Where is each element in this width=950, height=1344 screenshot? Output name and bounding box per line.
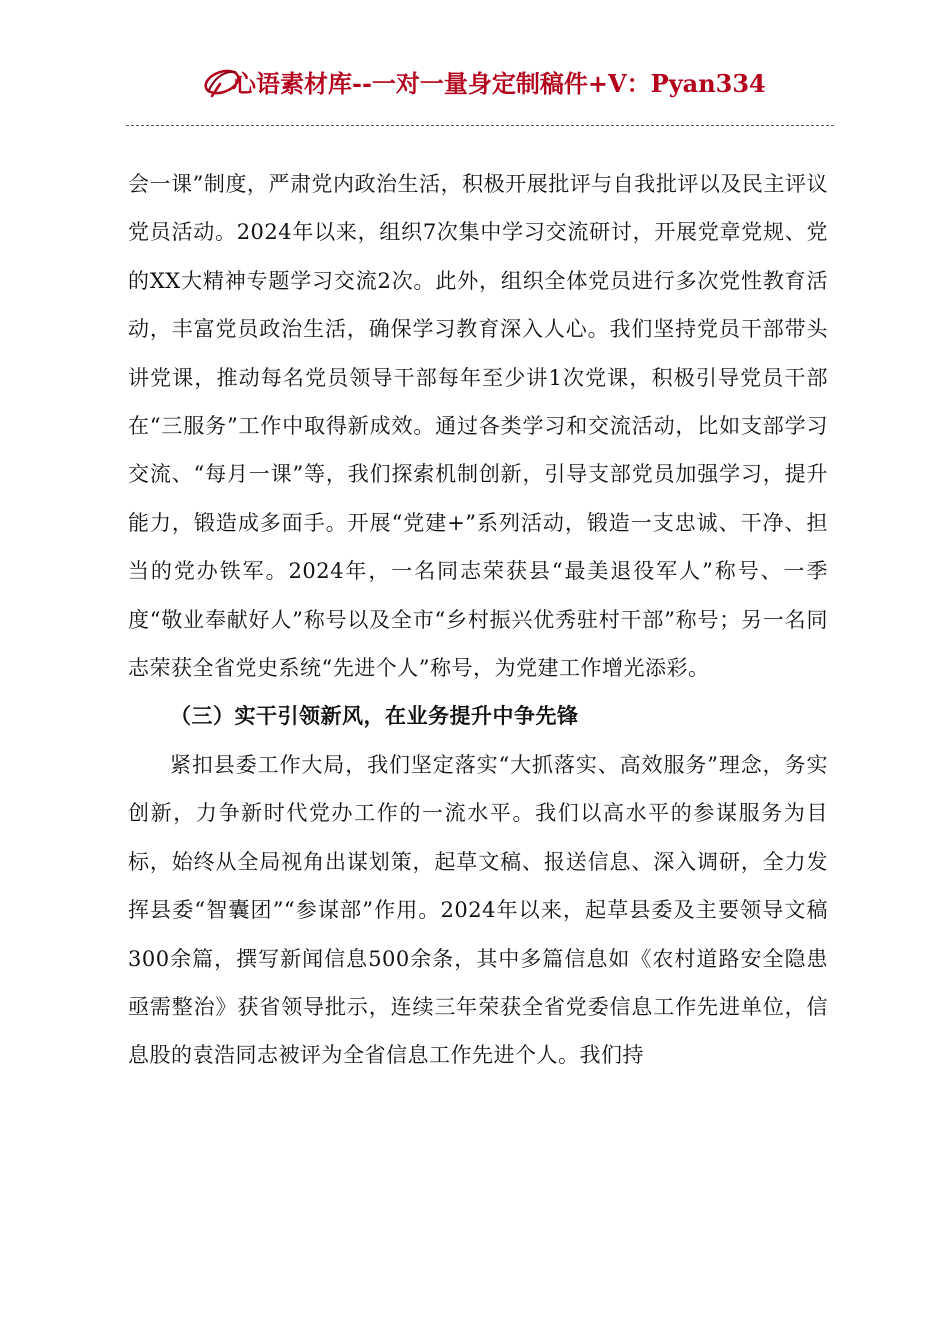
body-paragraph: 会一课”制度，严肃党内政治生活，积极开展批评与自我批评以及民主评议党员活动。2024年以来，组织7次集中学习交流研讨，开展党章党规、党的XX大精神专题学习交流2次。此外，组织全体党员进行多次党性教育活动，丰富党员政治生活，确保学习教育深入人心。我们坚持党员干部带头讲党课，推动每名党员领导干部每年至少讲1次党课，积极引导党员干部在“三服务”工作中取得新成效。通过各类学习和交流活动，比如支部学习交流、“每月一课”等，我们探索机制创新，引导支部党员加强学习，提升能力，锻造成多面手。开展“党建+”系列活动，锻造一支忠诚、干净、担当的党办铁军。2024年，一名同志荣获县“最美退役军人”称号、一季度“敬业奉献好人”称号以及全市“乡村振兴优秀驻村干部”称号；另一名同志荣获全省党史系统“先进个人”称号，为党建工作增光添彩。 xyxy=(128,172,828,681)
section-heading: （三）实干引领新风，在业务提升中争先锋 xyxy=(170,703,579,729)
header-divider xyxy=(126,125,834,126)
header-separator: -- xyxy=(352,69,372,98)
document-body xyxy=(128,160,828,1080)
header-brand: 心语素材库 xyxy=(232,69,352,98)
header-contact: +V：Pyan334 xyxy=(587,69,766,98)
body-paragraph: 紧扣县委工作大局，我们坚定落实“大抓落实、高效服务”理念，务实创新，力争新时代党办工作的一流水平。我们以高水平的参谋服务为目标，始终从全局视角出谋划策，起草文稿、报送信息、深入调研，全力发挥县委“智囊团”“参谋部”作用。2024年以来，起草县委及主要领导文稿300余篇，撰写新闻信息500余条，其中多篇信息如《农村道路安全隐患亟需整治》获省领导批示，连续三年荣获全省党委信息工作先进单位，信息股的袁浩同志被评为全省信息工作先进个人。我们持 xyxy=(128,752,828,1068)
header-title xyxy=(232,64,766,99)
page-header xyxy=(0,58,950,108)
header-tagline: 一对一量身定制稿件 xyxy=(371,69,588,98)
